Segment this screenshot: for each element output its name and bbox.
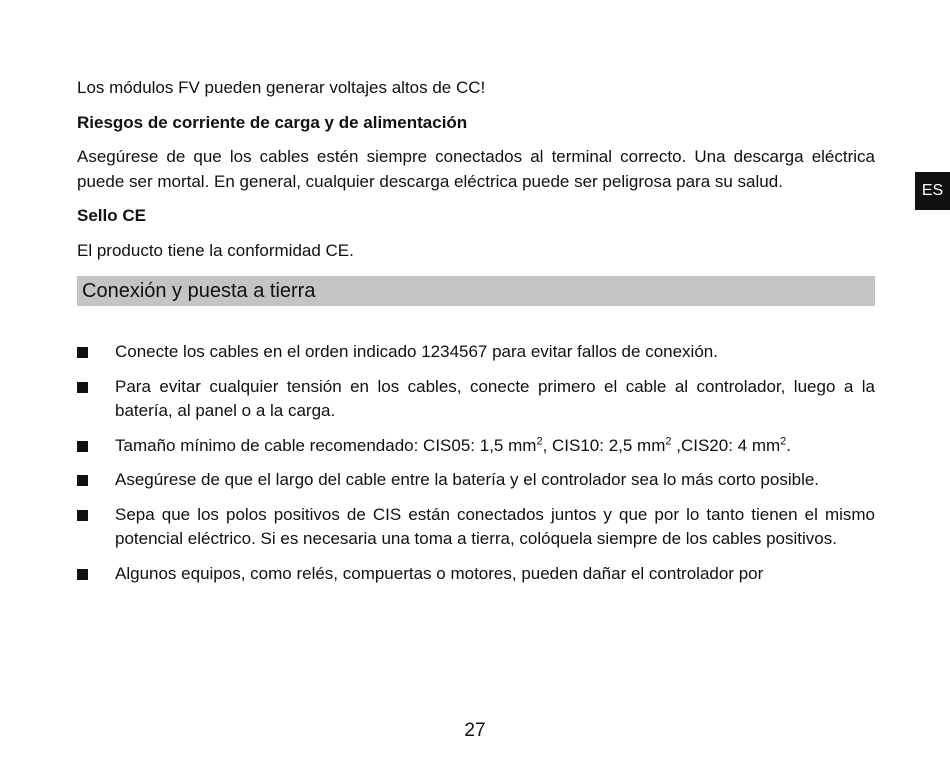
risks-heading: Riesgos de corriente de carga y de alimentación bbox=[77, 112, 468, 132]
cable-size-prefix: Tamaño mínimo de cable recomendado: CIS05: 1,5 mm bbox=[115, 435, 537, 455]
risks-text: Asegúrese de que los cables estén siempre conectados al terminal correcto. Una descarga eléctrica puede ser mortal. En general, cualquier descarga eléctrica puede ser peligrosa para su salud. bbox=[77, 147, 875, 191]
list-item bbox=[77, 340, 875, 365]
list-item-text bbox=[115, 434, 875, 459]
language-tab: ES bbox=[915, 172, 950, 210]
section-title-bar bbox=[77, 276, 875, 306]
section-title: Conexión y puesta a tierra bbox=[82, 280, 316, 302]
list-item-text: Asegúrese de que el largo del cable entre la batería y el controlador sea lo más corto posible. bbox=[115, 470, 820, 489]
ce-heading: Sello CE bbox=[77, 206, 146, 225]
cable-size-suffix: . bbox=[786, 435, 792, 455]
square-bullet-icon bbox=[77, 569, 88, 580]
square-bullet-icon bbox=[77, 510, 88, 521]
list-item-text: Para evitar cualquier tensión en los cables, conecte primero el cable al controlador, luego a la batería, al panel o a la carga. bbox=[115, 376, 875, 420]
ce-text: El producto tiene la conformidad CE. bbox=[77, 240, 354, 260]
list-item bbox=[77, 375, 875, 424]
page-content bbox=[77, 76, 875, 596]
list-item-text: Algunos equipos, como relés, compuertas o motores, pueden dañar el controlador por bbox=[115, 563, 764, 583]
superscript: 2 bbox=[780, 434, 787, 447]
cable-size-mid2: ,CIS20: 4 mm bbox=[671, 435, 781, 455]
list-item bbox=[77, 562, 875, 587]
list-item-text: Conecte los cables en el orden indicado 1234567 para evitar fallos de conexión. bbox=[115, 342, 718, 361]
superscript: 2 bbox=[665, 434, 672, 447]
bullet-list bbox=[77, 340, 875, 586]
list-item bbox=[77, 468, 875, 493]
list-item bbox=[77, 503, 875, 552]
page-number: 27 bbox=[464, 720, 486, 741]
square-bullet-icon bbox=[77, 475, 88, 486]
square-bullet-icon bbox=[77, 382, 88, 393]
square-bullet-icon bbox=[77, 347, 88, 358]
cable-size-mid1: , CIS10: 2,5 mm bbox=[542, 435, 666, 455]
list-item bbox=[77, 434, 875, 459]
square-bullet-icon bbox=[77, 441, 88, 452]
warning-line: Los módulos FV pueden generar voltajes altos de CC! bbox=[77, 78, 486, 97]
superscript: 2 bbox=[536, 434, 543, 447]
list-item-text: Sepa que los polos positivos de CIS están conectados juntos y que por lo tanto tienen el mismo potencial eléctrico. Si es necesaria una toma a tierra, colóquela siempre de los cables positivos. bbox=[115, 504, 875, 548]
